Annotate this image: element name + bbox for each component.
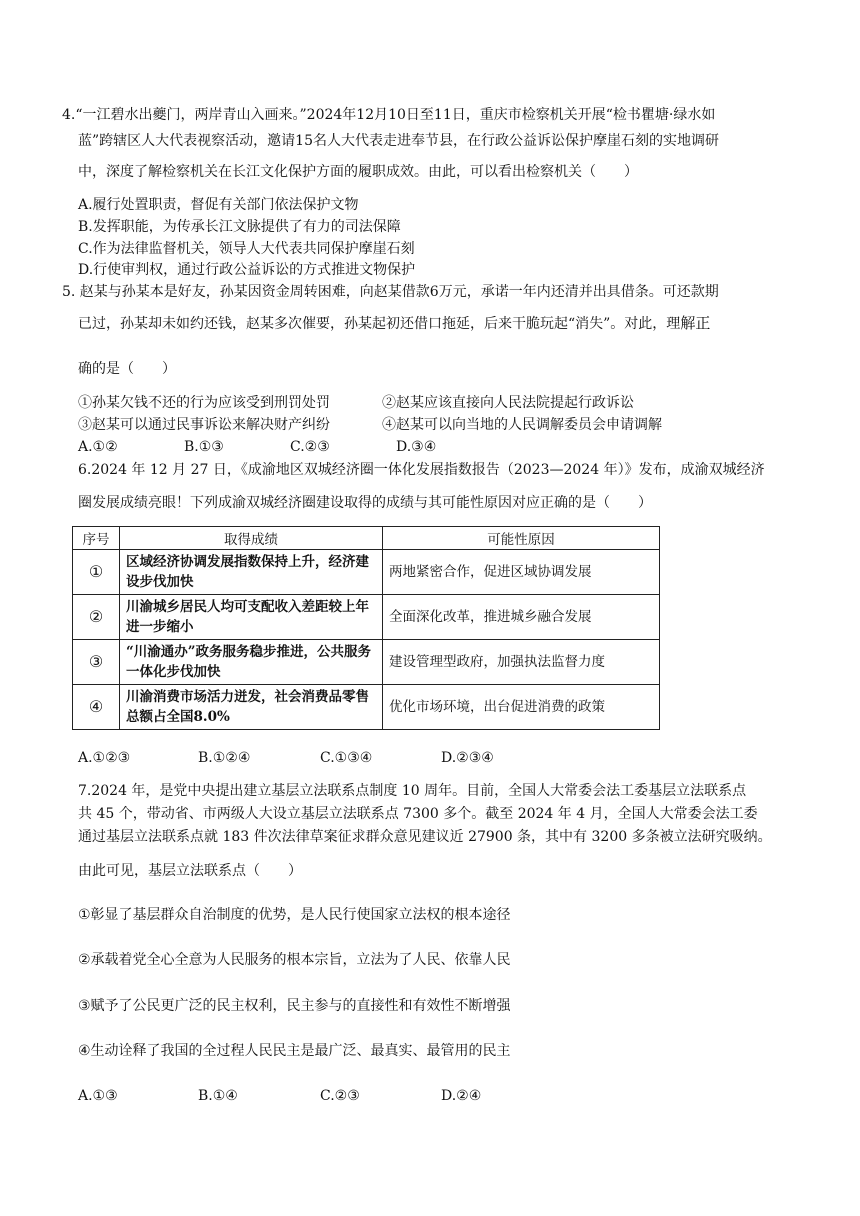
q7-item-2: ②承载着党全心全意为人民服务的根本宗旨，立法为了人民、依靠人民 — [78, 952, 511, 968]
q5-item-3: ③赵某可以通过民事诉讼来解决财产纠纷 — [78, 417, 330, 433]
row-cause: 建设管理型政府，加强执法监督力度 — [383, 640, 660, 685]
q6-choice-a: A.①②③ — [78, 750, 131, 766]
table-row — [73, 640, 660, 685]
row-cause: 全面深化改革，推进城乡融合发展 — [383, 595, 660, 640]
q4-option-d: D.行使审判权，通过行政公益诉讼的方式推进文物保护 — [78, 262, 416, 278]
q4-option-b: B.发挥职能，为传承长江文脉提供了有力的司法保障 — [78, 219, 401, 235]
q5-stem-line1: 5. 赵某与孙某本是好友，孙某因资金周转困难，向赵某借款6万元，承诺一年内还清并出具借条。可还款期 — [62, 284, 719, 300]
q7-stem-line2: 共 45 个，带动省、市两级人大设立基层立法联系点 7300 多个。截至 2024 年 4 月，全国人大常委会法工委 — [78, 806, 758, 822]
q5-choice-c: C.②③ — [290, 439, 330, 455]
q5-stem-line2-tail: 解正 — [680, 314, 711, 332]
q7-item-4: ④生动诠释了我国的全过程人民民主是最广泛、最真实、最管用的民主 — [78, 1043, 511, 1059]
q7-stem-line3: 通过基层立法联系点就 183 件次法律草案征求群众意见建议近 27900 条，其中有 3200 多条被立法研究吸纳。 — [78, 829, 772, 845]
q6-table — [72, 526, 660, 730]
q7-stem-line4: 由此可见，基层立法联系点（ ） — [78, 863, 302, 879]
table-header-result: 取得成绩 — [120, 527, 383, 550]
q4-stem-line2: 蓝”跨辖区人大代表视察活动，邀请15名人大代表走进奉节县，在行政公益诉讼保护摩崖石刻的实地调研 — [78, 133, 719, 149]
q7-choice-a: A.①③ — [78, 1088, 118, 1104]
table-header-cause: 可能性原因 — [383, 527, 660, 550]
q5-stem-line2-main: 已过，孙某却未如约还钱，赵某多次催要，孙某起初还借口拖延，后来干脆玩起“消失”。对此，理 — [78, 316, 681, 332]
q5-stem-line2 — [78, 314, 710, 333]
q4-option-a: A.履行处置职责，督促有关部门依法保护文物 — [78, 197, 359, 213]
q7-item-1: ①彰显了基层群众自治制度的优势，是人民行使国家立法权的根本途径 — [78, 907, 511, 923]
row-result: “川渝通办”政务服务稳步推进，公共服务一体化步伐加快 — [120, 640, 383, 685]
q5-choice-b: B.①③ — [184, 439, 224, 455]
row-cause: 两地紧密合作，促进区域协调发展 — [383, 550, 660, 595]
q5-item-1: ①孙某欠钱不还的行为应该受到刑罚处罚 — [78, 395, 330, 411]
table-row — [73, 595, 660, 640]
q7-choice-b: B.①④ — [198, 1088, 238, 1104]
table-row — [73, 685, 660, 730]
row-no: ② — [73, 595, 120, 640]
row-no: ④ — [73, 685, 120, 730]
q6-choice-d: D.②③④ — [441, 750, 494, 766]
q6-choice-c: C.①③④ — [320, 750, 373, 766]
q5-choice-a: A.①② — [78, 439, 118, 455]
row-cause: 优化市场环境，出台促进消费的政策 — [383, 685, 660, 730]
q4-stem-line1: 4.“一江碧水出夔门，两岸青山入画来。”2024年12月10日至11日，重庆市检察机关开展“检书瞿塘·绿水如 — [62, 107, 716, 123]
q6-stem-line2: 圈发展成绩亮眼！下列成渝双城经济圈建设取得的成绩与其可能性原因对应正确的是（ ） — [78, 495, 652, 511]
row-result: 川渝消费市场活力迸发，社会消费品零售总额占全国8.0% — [120, 685, 383, 730]
q4-option-c: C.作为法律监督机关，领导人大代表共同保护摩崖石刻 — [78, 241, 415, 257]
table-header-row — [73, 527, 660, 550]
q5-item-4: ④赵某可以向当地的人民调解委员会申请调解 — [382, 417, 662, 433]
q5-choice-d: D.③④ — [396, 439, 437, 455]
row-result: 川渝城乡居民人均可支配收入差距较上年进一步缩小 — [120, 595, 383, 640]
row-no: ③ — [73, 640, 120, 685]
table-header-no: 序号 — [73, 527, 120, 550]
q7-choice-d: D.②④ — [441, 1088, 482, 1104]
q7-choice-c: C.②③ — [320, 1088, 360, 1104]
row-result: 区域经济协调发展指数保持上升，经济建设步伐加快 — [120, 550, 383, 595]
q7-item-3: ③赋予了公民更广泛的民主权利，民主参与的直接性和有效性不断增强 — [78, 998, 511, 1014]
q7-stem-line1: 7.2024 年，是党中央提出建立基层立法联系点制度 10 周年。目前，全国人大常委会法工委基层立法联系点 — [78, 783, 747, 799]
table-row — [73, 550, 660, 595]
q5-item-2: ②赵某应该直接向人民法院提起行政诉讼 — [382, 395, 634, 411]
q5-stem-line3: 确的是（ ） — [78, 361, 176, 377]
row-no: ① — [73, 550, 120, 595]
q6-stem-line1: 6.2024 年 12 月 27 日，《成渝地区双城经济圈一体化发展指数报告（2023—2024 年）》发布，成渝双城经济 — [78, 462, 765, 478]
q4-stem-line3: 中，深度了解检察机关在长江文化保护方面的履职成效。由此，可以看出检察机关（ ） — [78, 164, 638, 180]
q6-choice-b: B.①②④ — [198, 750, 251, 766]
